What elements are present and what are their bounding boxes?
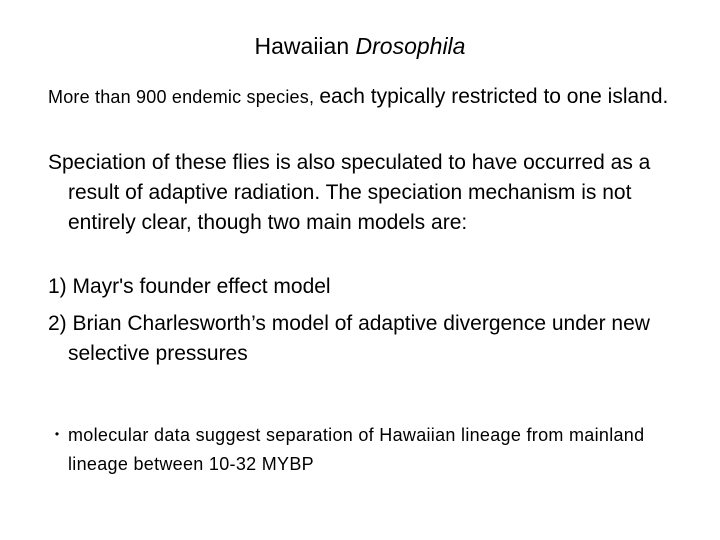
title-plain: Hawaiian (254, 33, 356, 59)
model-item-adaptive-divergence: 2) Brian Charlesworth’s model of adaptive divergence under new selective pressures (48, 312, 650, 365)
title-italic: Drosophila (355, 33, 466, 59)
bullet-marker: ・ (48, 425, 67, 445)
model-item-founder-effect: 1) Mayr's founder effect model (48, 275, 331, 298)
paragraph-endemic-species-rest: each typically restricted to one island. (319, 85, 669, 108)
bullet-text: molecular data suggest separation of Hawaiian lineage from mainland lineage between 10-32 MYBP (68, 425, 645, 474)
bullet-item-molecular-data (48, 421, 698, 479)
paragraph-speciation: Speciation of these flies is also speculated to have occurred as a result of adaptive radiation. The speciation mechanism is not entirely clear, though two main models are: (48, 151, 651, 234)
slide-title (0, 30, 720, 62)
paragraph-endemic-species (48, 82, 696, 112)
paragraph-endemic-species-lead: More than 900 endemic species, (48, 87, 320, 107)
